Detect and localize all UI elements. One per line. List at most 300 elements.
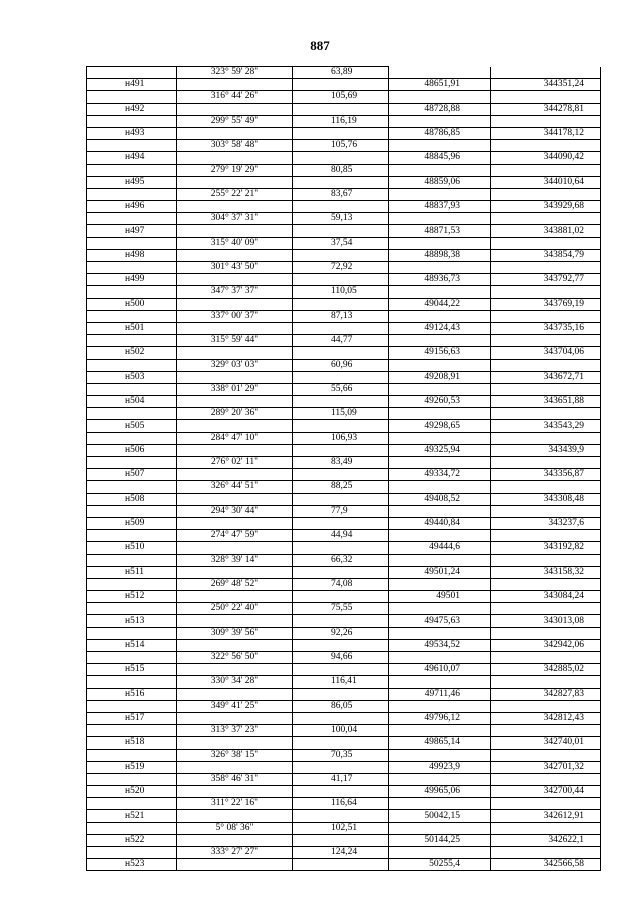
empty-cell bbox=[389, 627, 491, 639]
point-row bbox=[87, 274, 601, 286]
point-name: н493 bbox=[87, 127, 177, 139]
empty-cell bbox=[389, 310, 491, 322]
point-name: н492 bbox=[87, 103, 177, 115]
segment-row bbox=[87, 676, 601, 688]
coordinate-x: 49965,06 bbox=[389, 786, 491, 798]
empty-cell bbox=[389, 359, 491, 371]
empty-cell bbox=[87, 822, 177, 834]
segment-distance: 105,69 bbox=[293, 91, 389, 103]
bearing-angle: 304° 37' 31" bbox=[177, 213, 293, 225]
coordinate-y: 343192,82 bbox=[491, 542, 601, 554]
empty-cell bbox=[491, 822, 601, 834]
point-row bbox=[87, 688, 601, 700]
empty-cell bbox=[389, 676, 491, 688]
segment-distance: 100,04 bbox=[293, 725, 389, 737]
empty-cell bbox=[389, 408, 491, 420]
coordinate-y: 342612,91 bbox=[491, 810, 601, 822]
segment-distance: 102,51 bbox=[293, 822, 389, 834]
empty-cell bbox=[293, 712, 389, 724]
point-row bbox=[87, 201, 601, 213]
bearing-angle: 322° 56' 50" bbox=[177, 652, 293, 664]
empty-cell bbox=[491, 749, 601, 761]
point-name: н512 bbox=[87, 591, 177, 603]
point-name: н516 bbox=[87, 688, 177, 700]
empty-cell bbox=[293, 761, 389, 773]
empty-cell bbox=[177, 103, 293, 115]
coordinate-x: 49475,63 bbox=[389, 615, 491, 627]
coordinate-y: 343704,06 bbox=[491, 347, 601, 359]
segment-row bbox=[87, 67, 601, 79]
point-row bbox=[87, 761, 601, 773]
point-name: н517 bbox=[87, 712, 177, 724]
empty-cell bbox=[293, 396, 389, 408]
bearing-angle: 330° 34' 28" bbox=[177, 676, 293, 688]
empty-cell bbox=[389, 578, 491, 590]
point-row bbox=[87, 371, 601, 383]
point-row bbox=[87, 249, 601, 261]
point-row bbox=[87, 591, 601, 603]
coordinate-x: 49711,46 bbox=[389, 688, 491, 700]
empty-cell bbox=[87, 164, 177, 176]
empty-cell bbox=[491, 676, 601, 688]
point-name: н504 bbox=[87, 396, 177, 408]
empty-cell bbox=[293, 347, 389, 359]
segment-distance: 66,32 bbox=[293, 554, 389, 566]
empty-cell bbox=[293, 103, 389, 115]
page-number: 887 bbox=[310, 38, 330, 53]
segment-distance: 59,13 bbox=[293, 213, 389, 225]
empty-cell bbox=[389, 432, 491, 444]
empty-cell bbox=[177, 810, 293, 822]
bearing-angle: 338° 01' 29" bbox=[177, 383, 293, 395]
segment-row bbox=[87, 481, 601, 493]
empty-cell bbox=[491, 115, 601, 127]
empty-cell bbox=[177, 591, 293, 603]
empty-cell bbox=[389, 481, 491, 493]
empty-cell bbox=[293, 688, 389, 700]
empty-cell bbox=[389, 700, 491, 712]
empty-cell bbox=[87, 505, 177, 517]
segment-row bbox=[87, 213, 601, 225]
bearing-angle: 294° 30' 44" bbox=[177, 505, 293, 517]
segment-distance: 70,35 bbox=[293, 749, 389, 761]
empty-cell bbox=[177, 298, 293, 310]
segment-distance: 124,24 bbox=[293, 847, 389, 859]
segment-row bbox=[87, 578, 601, 590]
empty-cell bbox=[87, 603, 177, 615]
empty-cell bbox=[87, 457, 177, 469]
coordinate-y: 343881,02 bbox=[491, 225, 601, 237]
point-name: н494 bbox=[87, 152, 177, 164]
empty-cell bbox=[389, 847, 491, 859]
segment-distance: 94,66 bbox=[293, 652, 389, 664]
coordinate-x: 49610,07 bbox=[389, 664, 491, 676]
coordinate-x: 49444,6 bbox=[389, 542, 491, 554]
empty-cell bbox=[177, 274, 293, 286]
empty-cell bbox=[177, 371, 293, 383]
segment-row bbox=[87, 505, 601, 517]
point-row bbox=[87, 298, 601, 310]
empty-cell bbox=[293, 322, 389, 334]
point-row bbox=[87, 322, 601, 334]
empty-cell bbox=[491, 164, 601, 176]
coordinate-x: 49796,12 bbox=[389, 712, 491, 724]
segment-distance: 75,55 bbox=[293, 603, 389, 615]
segment-row bbox=[87, 91, 601, 103]
coordinate-x: 48936,73 bbox=[389, 274, 491, 286]
empty-cell bbox=[389, 140, 491, 152]
empty-cell bbox=[177, 688, 293, 700]
empty-cell bbox=[177, 737, 293, 749]
point-row bbox=[87, 127, 601, 139]
coordinate-y: 344090,42 bbox=[491, 152, 601, 164]
coordinate-x: 48898,38 bbox=[389, 249, 491, 261]
coordinate-y: 343672,71 bbox=[491, 371, 601, 383]
empty-cell bbox=[389, 286, 491, 298]
segment-row bbox=[87, 652, 601, 664]
bearing-angle: 349° 41' 25" bbox=[177, 700, 293, 712]
point-name: н509 bbox=[87, 517, 177, 529]
empty-cell bbox=[293, 517, 389, 529]
empty-cell bbox=[177, 347, 293, 359]
coordinate-y: 343929,68 bbox=[491, 201, 601, 213]
coordinate-y: 343237,6 bbox=[491, 517, 601, 529]
coordinate-y: 343769,19 bbox=[491, 298, 601, 310]
segment-row bbox=[87, 627, 601, 639]
coordinate-x: 48845,96 bbox=[389, 152, 491, 164]
coordinate-x: 48651,91 bbox=[389, 79, 491, 91]
bearing-angle: 326° 44' 51" bbox=[177, 481, 293, 493]
empty-cell bbox=[491, 67, 601, 79]
empty-cell bbox=[491, 432, 601, 444]
point-row bbox=[87, 493, 601, 505]
segment-distance: 72,92 bbox=[293, 262, 389, 274]
segment-distance: 86,05 bbox=[293, 700, 389, 712]
bearing-angle: 289° 20' 36" bbox=[177, 408, 293, 420]
empty-cell bbox=[177, 396, 293, 408]
segment-row bbox=[87, 188, 601, 200]
empty-cell bbox=[491, 505, 601, 517]
point-name: н505 bbox=[87, 420, 177, 432]
bearing-angle: 313° 37' 23" bbox=[177, 725, 293, 737]
bearing-angle: 315° 40' 09" bbox=[177, 237, 293, 249]
segment-distance: 37,54 bbox=[293, 237, 389, 249]
coordinate-x: 48728,88 bbox=[389, 103, 491, 115]
empty-cell bbox=[491, 140, 601, 152]
bearing-angle: 301° 43' 50" bbox=[177, 262, 293, 274]
segment-row bbox=[87, 164, 601, 176]
coordinate-x: 49408,52 bbox=[389, 493, 491, 505]
coordinate-x: 49534,52 bbox=[389, 639, 491, 651]
empty-cell bbox=[389, 383, 491, 395]
segment-row bbox=[87, 530, 601, 542]
empty-cell bbox=[87, 773, 177, 785]
empty-cell bbox=[87, 481, 177, 493]
segment-distance: 116,41 bbox=[293, 676, 389, 688]
empty-cell bbox=[87, 578, 177, 590]
empty-cell bbox=[491, 481, 601, 493]
point-name: н523 bbox=[87, 859, 177, 871]
empty-cell bbox=[293, 786, 389, 798]
empty-cell bbox=[87, 67, 177, 79]
empty-cell bbox=[389, 91, 491, 103]
point-name: н503 bbox=[87, 371, 177, 383]
empty-cell bbox=[491, 847, 601, 859]
point-name: н497 bbox=[87, 225, 177, 237]
coordinate-y: 343439,9 bbox=[491, 444, 601, 456]
empty-cell bbox=[177, 834, 293, 846]
point-name: н521 bbox=[87, 810, 177, 822]
point-row bbox=[87, 834, 601, 846]
empty-cell bbox=[177, 249, 293, 261]
coordinate-x: 49923,9 bbox=[389, 761, 491, 773]
empty-cell bbox=[177, 566, 293, 578]
empty-cell bbox=[491, 725, 601, 737]
segment-distance: 110,05 bbox=[293, 286, 389, 298]
empty-cell bbox=[293, 639, 389, 651]
empty-cell bbox=[177, 152, 293, 164]
coordinate-x: 49501,24 bbox=[389, 566, 491, 578]
empty-cell bbox=[389, 652, 491, 664]
empty-cell bbox=[293, 298, 389, 310]
bearing-angle: 326° 38' 15" bbox=[177, 749, 293, 761]
point-row bbox=[87, 420, 601, 432]
bearing-angle: 347° 37' 37" bbox=[177, 286, 293, 298]
point-name: н502 bbox=[87, 347, 177, 359]
empty-cell bbox=[87, 286, 177, 298]
point-row bbox=[87, 615, 601, 627]
empty-cell bbox=[389, 725, 491, 737]
point-row bbox=[87, 103, 601, 115]
coordinate-y: 344278,81 bbox=[491, 103, 601, 115]
segment-distance: 44,94 bbox=[293, 530, 389, 542]
empty-cell bbox=[389, 335, 491, 347]
segment-distance: 92,26 bbox=[293, 627, 389, 639]
point-name: н491 bbox=[87, 79, 177, 91]
empty-cell bbox=[87, 725, 177, 737]
empty-cell bbox=[293, 566, 389, 578]
coordinate-x: 49865,14 bbox=[389, 737, 491, 749]
point-name: н515 bbox=[87, 664, 177, 676]
segment-distance: 115,09 bbox=[293, 408, 389, 420]
coordinate-y: 342812,43 bbox=[491, 712, 601, 724]
coordinate-x: 49440,84 bbox=[389, 517, 491, 529]
empty-cell bbox=[491, 286, 601, 298]
empty-cell bbox=[87, 749, 177, 761]
segment-distance: 116,64 bbox=[293, 798, 389, 810]
empty-cell bbox=[491, 773, 601, 785]
empty-cell bbox=[389, 773, 491, 785]
empty-cell bbox=[491, 457, 601, 469]
empty-cell bbox=[491, 91, 601, 103]
bearing-angle: 299° 55' 49" bbox=[177, 115, 293, 127]
coordinate-y: 342566,58 bbox=[491, 859, 601, 871]
coordinates-table bbox=[86, 66, 601, 871]
empty-cell bbox=[389, 188, 491, 200]
segment-row bbox=[87, 140, 601, 152]
bearing-angle: 303° 58' 48" bbox=[177, 140, 293, 152]
empty-cell bbox=[491, 335, 601, 347]
coordinate-x: 50255,4 bbox=[389, 859, 491, 871]
point-row bbox=[87, 444, 601, 456]
bearing-angle: 274° 47' 59" bbox=[177, 530, 293, 542]
empty-cell bbox=[491, 237, 601, 249]
segment-row bbox=[87, 773, 601, 785]
empty-cell bbox=[177, 712, 293, 724]
point-name: н519 bbox=[87, 761, 177, 773]
segment-row bbox=[87, 262, 601, 274]
empty-cell bbox=[389, 67, 491, 79]
empty-cell bbox=[293, 201, 389, 213]
segment-distance: 55,66 bbox=[293, 383, 389, 395]
empty-cell bbox=[293, 274, 389, 286]
point-row bbox=[87, 664, 601, 676]
empty-cell bbox=[389, 505, 491, 517]
segment-row bbox=[87, 725, 601, 737]
empty-cell bbox=[177, 639, 293, 651]
empty-cell bbox=[87, 530, 177, 542]
empty-cell bbox=[389, 115, 491, 127]
segment-distance: 116,19 bbox=[293, 115, 389, 127]
point-row bbox=[87, 176, 601, 188]
empty-cell bbox=[491, 798, 601, 810]
empty-cell bbox=[87, 115, 177, 127]
coordinate-y: 342740,01 bbox=[491, 737, 601, 749]
coordinate-y: 343013,08 bbox=[491, 615, 601, 627]
empty-cell bbox=[177, 469, 293, 481]
empty-cell bbox=[293, 249, 389, 261]
segment-row bbox=[87, 749, 601, 761]
empty-cell bbox=[293, 810, 389, 822]
segment-distance: 106,93 bbox=[293, 432, 389, 444]
empty-cell bbox=[177, 127, 293, 139]
empty-cell bbox=[491, 213, 601, 225]
empty-cell bbox=[293, 152, 389, 164]
empty-cell bbox=[87, 432, 177, 444]
coordinate-x: 49260,53 bbox=[389, 396, 491, 408]
coordinate-y: 343792,77 bbox=[491, 274, 601, 286]
empty-cell bbox=[177, 420, 293, 432]
empty-cell bbox=[177, 761, 293, 773]
empty-cell bbox=[491, 408, 601, 420]
empty-cell bbox=[389, 530, 491, 542]
empty-cell bbox=[293, 615, 389, 627]
point-row bbox=[87, 786, 601, 798]
empty-cell bbox=[293, 371, 389, 383]
empty-cell bbox=[87, 359, 177, 371]
empty-cell bbox=[87, 847, 177, 859]
segment-distance: 41,17 bbox=[293, 773, 389, 785]
empty-cell bbox=[177, 517, 293, 529]
bearing-angle: 284° 47' 10" bbox=[177, 432, 293, 444]
empty-cell bbox=[293, 176, 389, 188]
coordinate-y: 342701,32 bbox=[491, 761, 601, 773]
segment-distance: 74,08 bbox=[293, 578, 389, 590]
empty-cell bbox=[177, 859, 293, 871]
point-row bbox=[87, 859, 601, 871]
point-row bbox=[87, 712, 601, 724]
empty-cell bbox=[491, 188, 601, 200]
point-name: н510 bbox=[87, 542, 177, 554]
coordinate-y: 343735,16 bbox=[491, 322, 601, 334]
empty-cell bbox=[87, 188, 177, 200]
coordinate-y: 342942,06 bbox=[491, 639, 601, 651]
segment-row bbox=[87, 700, 601, 712]
bearing-angle: 337° 00' 37" bbox=[177, 310, 293, 322]
empty-cell bbox=[389, 262, 491, 274]
empty-cell bbox=[491, 383, 601, 395]
segment-row bbox=[87, 554, 601, 566]
empty-cell bbox=[177, 444, 293, 456]
point-row bbox=[87, 517, 601, 529]
coordinate-x: 49334,72 bbox=[389, 469, 491, 481]
empty-cell bbox=[177, 786, 293, 798]
bearing-angle: 316° 44' 26" bbox=[177, 91, 293, 103]
coordinate-x: 49298,65 bbox=[389, 420, 491, 432]
empty-cell bbox=[293, 542, 389, 554]
point-row bbox=[87, 566, 601, 578]
empty-cell bbox=[293, 737, 389, 749]
bearing-angle: 309° 39' 56" bbox=[177, 627, 293, 639]
coordinate-y: 344351,24 bbox=[491, 79, 601, 91]
coordinate-x: 50042,15 bbox=[389, 810, 491, 822]
point-name: н498 bbox=[87, 249, 177, 261]
empty-cell bbox=[293, 79, 389, 91]
segment-row bbox=[87, 237, 601, 249]
empty-cell bbox=[293, 493, 389, 505]
bearing-angle: 5° 08' 36" bbox=[177, 822, 293, 834]
empty-cell bbox=[491, 554, 601, 566]
bearing-angle: 358° 46' 31" bbox=[177, 773, 293, 785]
empty-cell bbox=[177, 493, 293, 505]
coordinate-y: 343651,88 bbox=[491, 396, 601, 408]
empty-cell bbox=[491, 700, 601, 712]
point-row bbox=[87, 737, 601, 749]
point-row bbox=[87, 469, 601, 481]
bearing-angle: 255° 22' 21" bbox=[177, 188, 293, 200]
segment-distance: 87,13 bbox=[293, 310, 389, 322]
empty-cell bbox=[177, 225, 293, 237]
point-name: н500 bbox=[87, 298, 177, 310]
point-name: н507 bbox=[87, 469, 177, 481]
empty-cell bbox=[293, 591, 389, 603]
segment-row bbox=[87, 798, 601, 810]
segment-distance: 80,85 bbox=[293, 164, 389, 176]
empty-cell bbox=[293, 225, 389, 237]
empty-cell bbox=[389, 457, 491, 469]
bearing-angle: 328° 39' 14" bbox=[177, 554, 293, 566]
point-name: н501 bbox=[87, 322, 177, 334]
empty-cell bbox=[389, 798, 491, 810]
coordinate-y: 342827,83 bbox=[491, 688, 601, 700]
empty-cell bbox=[389, 749, 491, 761]
segment-distance: 63,89 bbox=[293, 67, 389, 79]
coordinate-y: 344010,64 bbox=[491, 176, 601, 188]
bearing-angle: 276° 02' 11" bbox=[177, 457, 293, 469]
point-row bbox=[87, 542, 601, 554]
empty-cell bbox=[491, 627, 601, 639]
point-name: н495 bbox=[87, 176, 177, 188]
bearing-angle: 269° 48' 52" bbox=[177, 578, 293, 590]
empty-cell bbox=[87, 676, 177, 688]
empty-cell bbox=[177, 176, 293, 188]
segment-distance: 83,49 bbox=[293, 457, 389, 469]
empty-cell bbox=[389, 554, 491, 566]
empty-cell bbox=[177, 322, 293, 334]
point-row bbox=[87, 225, 601, 237]
empty-cell bbox=[87, 408, 177, 420]
empty-cell bbox=[389, 164, 491, 176]
